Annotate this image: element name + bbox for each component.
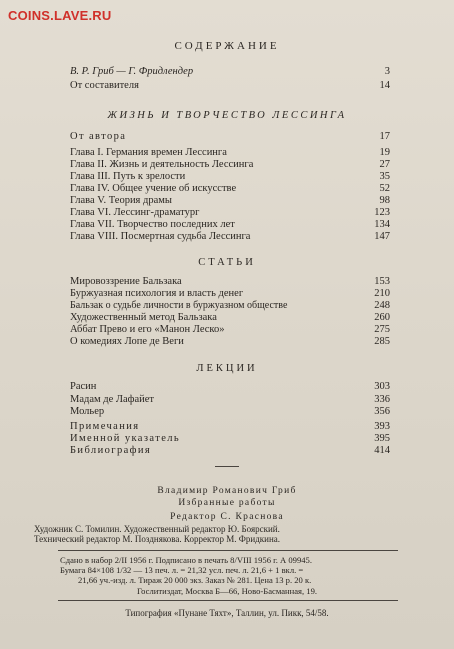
imprint-rule-top [58, 550, 398, 551]
toc-entry-label: Глава II. Жизнь и деятельность Лессинга [70, 159, 254, 170]
toc-entry-page: 3 [384, 66, 390, 77]
toc-entry [70, 276, 390, 288]
contents-title: СОДЕРЖАНИЕ [174, 40, 280, 52]
toc-entry-page: 393 [374, 421, 390, 432]
toc-entry-page: 414 [374, 445, 390, 456]
toc-entry-page: 14 [379, 80, 390, 91]
toc-entry-page: 210 [374, 288, 390, 299]
toc-entry-label: Именной указатель [70, 433, 181, 444]
toc-entry [70, 80, 390, 92]
toc-entry [70, 433, 390, 445]
toc-entry [70, 288, 390, 300]
toc-entry-page: 17 [379, 131, 390, 142]
toc-entry [70, 231, 390, 243]
toc-entry-page: 27 [379, 159, 390, 170]
toc-entry-page: 147 [374, 231, 390, 242]
toc-entry-label: Расин [70, 381, 97, 392]
toc-entry-label: От составителя [70, 80, 139, 91]
toc-entry-page: 35 [379, 171, 390, 182]
toc-entry-label: Глава III. Путь к зрелости [70, 171, 186, 182]
toc-entry-page: 123 [374, 207, 390, 218]
section-title-articles: СТАТЬИ [198, 257, 256, 268]
toc-entry [70, 171, 390, 183]
imprint-divider [215, 466, 239, 467]
imprint-author: Владимир Романович Гриб [157, 486, 297, 496]
toc-entry-page: 275 [374, 324, 390, 335]
toc-entry [70, 131, 390, 143]
toc-entry-label: Аббат Прево и его «Манон Леско» [70, 324, 225, 335]
toc-entry-label: Мировоззрение Бальзака [70, 276, 182, 287]
imprint-staff-line: Технический редактор М. Позднякова. Корректор М. Фридкина. [34, 534, 281, 544]
toc-entry-label: Глава I. Германия времен Лессинга [70, 147, 227, 158]
toc-entry [70, 312, 390, 324]
toc-entry-label: Глава VIII. Посмертная судьба Лессинга [70, 231, 251, 242]
toc-entry-label: Глава IV. Общее учение об искусстве [70, 183, 237, 194]
toc-entry [70, 66, 390, 78]
imprint-editor: Редактор С. Краснова [170, 512, 284, 522]
toc-entry-page: 52 [379, 183, 390, 194]
toc-entry-label: От автора [70, 131, 127, 142]
toc-entry-page: 303 [374, 381, 390, 392]
toc-entry [70, 207, 390, 219]
toc-entry-label: Мадам де Лафайет [70, 394, 155, 405]
toc-entry-label: Библиография [70, 445, 152, 456]
toc-entry [70, 183, 390, 195]
toc-entry-label: Примечания [70, 421, 140, 432]
printer-line: Типография «Пунане Тяхт», Таллин, ул. Пикк, 54/58. [125, 608, 329, 618]
toc-entry [70, 300, 390, 312]
section-title-lessing: ЖИЗНЬ И ТВОРЧЕСТВО ЛЕССИНГА [107, 110, 347, 121]
toc-entry-page: 98 [379, 195, 390, 206]
toc-entry-page: 285 [374, 336, 390, 347]
publication-details: Сдано в набор 2/II 1956 г. Подписано в печать 8/VIII 1956 г. А 09945. [60, 555, 312, 565]
publication-details: Бумага 84×108 1/32 — 13 печ. л. = 21,32 усл. печ. л. 21,6 + 1 вкл. = [60, 565, 304, 575]
imprint-book-title: Избранные работы [178, 498, 276, 508]
section-title-lectures: ЛЕКЦИИ [196, 363, 258, 374]
toc-entry [70, 159, 390, 171]
toc-entry-page: 395 [374, 433, 390, 444]
toc-entry-page: 248 [374, 300, 390, 311]
toc-entry-label: Художественный метод Бальзака [70, 312, 217, 323]
toc-entry-page: 260 [374, 312, 390, 323]
toc-entry-label: О комедиях Лопе де Веги [70, 336, 184, 347]
toc-entry-label: Глава VII. Творчество последних лет [70, 219, 235, 230]
toc-entry-page: 336 [374, 394, 390, 405]
toc-entry [70, 394, 390, 406]
publication-details: 21,66 уч.-изд. л. Тираж 20 000 экз. Заказ № 281. Цена 13 р. 20 к. [78, 575, 312, 585]
toc-entry [70, 381, 390, 393]
toc-entry-label: Глава VI. Лессинг-драматург [70, 207, 200, 218]
toc-entry-label: Глава V. Теория драмы [70, 195, 172, 206]
publisher-address: Гослитиздат, Москва Б—66, Ново-Басманная, 19. [136, 586, 318, 596]
toc-entry [70, 445, 390, 457]
toc-entry [70, 195, 390, 207]
toc-entry-label: Буржуазная психология и власть денег [70, 288, 244, 299]
site-watermark: COINS.LAVE.RU [8, 8, 112, 23]
toc-entry [70, 324, 390, 336]
toc-entry [70, 219, 390, 231]
imprint-staff-line: Художник С. Томилин. Художественный редактор Ю. Боярский. [34, 524, 280, 534]
imprint-rule-bottom [58, 600, 398, 601]
toc-entry-label: Мольер [70, 406, 105, 417]
toc-entry [70, 336, 390, 348]
toc-entry [70, 421, 390, 433]
toc-entry [70, 406, 390, 418]
toc-entry-label: В. Р. Гриб — Г. Фридлендер [70, 66, 194, 77]
toc-entry-page: 153 [374, 276, 390, 287]
toc-entry [70, 147, 390, 159]
toc-entry-label: Бальзак о судьбе личности в буржуазном обществе [70, 300, 288, 311]
toc-entry-page: 19 [379, 147, 390, 158]
toc-entry-page: 134 [374, 219, 390, 230]
toc-entry-page: 356 [374, 406, 390, 417]
